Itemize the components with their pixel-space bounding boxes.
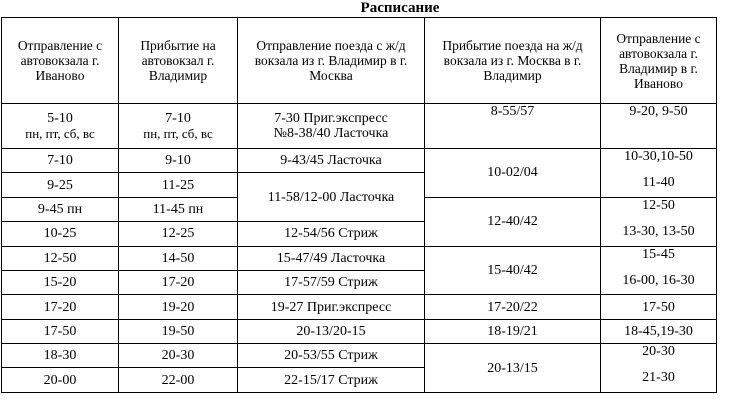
table-cell <box>601 149 717 198</box>
table-cell: 19-20 <box>119 295 238 319</box>
table-cell: 20-13/15 <box>425 344 601 393</box>
table-cell: 9-25 <box>2 173 119 197</box>
cell-time: 21-30 <box>642 370 675 386</box>
table-row <box>2 149 717 173</box>
table-cell: 11-58/12-00 Ласточка <box>238 173 425 222</box>
table-cell: 18-45,19-30 <box>601 319 717 343</box>
table-row <box>2 104 717 149</box>
header-vladimir-departure: Отправление с автовокзала г. Владимир в г. Иваново <box>601 18 717 104</box>
table-cell: 22-00 <box>119 368 238 393</box>
table-cell: 10-25 <box>2 222 119 246</box>
table-cell: 15-40/42 <box>425 246 601 295</box>
header-train-arrival: Прибытие поезда на ж/д вокзала из г. Москва в г. Владимир <box>425 18 601 104</box>
table-cell: 20-53/55 Стриж <box>238 344 425 368</box>
page-title: Расписание <box>360 0 440 16</box>
table-cell: 11-25 <box>119 173 238 197</box>
table-cell <box>601 344 717 393</box>
table-row <box>2 295 717 319</box>
table-cell: 20-00 <box>2 368 119 393</box>
cell-time: 12-50 <box>642 197 675 213</box>
table-cell: 17-20 <box>2 295 119 319</box>
table-cell: 15-20 <box>2 270 119 294</box>
header-train-departure: Отправление поезда с ж/д вокзала из г. Владимир в г. Москва <box>238 18 425 104</box>
table-cell: 9-10 <box>119 149 238 173</box>
header-ivanovo-departure: Отправление с автовокзала г. Иваново <box>2 18 119 104</box>
cell-time: 13-30, 13-50 <box>622 223 695 239</box>
table-header-row <box>2 18 717 104</box>
table-cell: 22-15/17 Стриж <box>238 368 425 393</box>
table-cell: 9-45 пн <box>2 197 119 221</box>
cell-time: 15-45 <box>642 246 675 262</box>
table-cell: 20-13/20-15 <box>238 319 425 343</box>
cell-time: 16-00, 16-30 <box>622 272 695 288</box>
header-vladimir-arrival: Прибытие на автовокзал г. Владимир <box>119 18 238 104</box>
table-cell: 9-43/45 Ласточка <box>238 149 425 173</box>
table-cell <box>601 197 717 246</box>
cell-time: 20-30 <box>642 344 675 360</box>
cell-time: 5-10 <box>47 110 73 126</box>
table-cell: 11-45 пн <box>119 197 238 221</box>
cell-train: 7-30 Приг.экспресс <box>274 111 388 127</box>
table-cell <box>601 246 717 295</box>
table-cell: 15-47/49 Ласточка <box>238 246 425 270</box>
table-cell: 9-20, 9-50 <box>601 104 717 149</box>
table-cell: 10-02/04 <box>425 149 601 198</box>
table-cell <box>2 104 119 149</box>
table-cell: 12-54/56 Стриж <box>238 222 425 246</box>
table-cell <box>119 104 238 149</box>
table-cell: 17-50 <box>601 295 717 319</box>
table-row <box>2 344 717 368</box>
table-cell: 18-30 <box>2 344 119 368</box>
table-cell: 19-27 Приг.экспресс <box>238 295 425 319</box>
table-cell: 17-57/59 Стриж <box>238 270 425 294</box>
table-cell <box>238 104 425 149</box>
table-cell: 12-40/42 <box>425 197 601 246</box>
schedule-table <box>1 17 717 393</box>
cell-time: 11-40 <box>642 175 675 191</box>
cell-days: пн, пт, сб, вс <box>25 125 95 141</box>
cell-days: пн, пт, сб, вс <box>143 125 213 141</box>
table-cell: 14-50 <box>119 246 238 270</box>
table-cell: 8-55/57 <box>425 104 601 149</box>
table-cell: 12-25 <box>119 222 238 246</box>
table-row <box>2 246 717 270</box>
table-row <box>2 319 717 343</box>
table-cell: 7-10 <box>2 149 119 173</box>
table-cell: 18-19/21 <box>425 319 601 343</box>
cell-train: №8-38/40 Ласточка <box>273 126 389 142</box>
table-cell: 17-20 <box>119 270 238 294</box>
table-cell: 17-50 <box>2 319 119 343</box>
table-cell: 19-50 <box>119 319 238 343</box>
cell-time: 7-10 <box>165 110 191 126</box>
table-cell: 20-30 <box>119 344 238 368</box>
cell-time: 10-30,10-50 <box>624 149 693 165</box>
table-cell: 17-20/22 <box>425 295 601 319</box>
table-cell: 12-50 <box>2 246 119 270</box>
